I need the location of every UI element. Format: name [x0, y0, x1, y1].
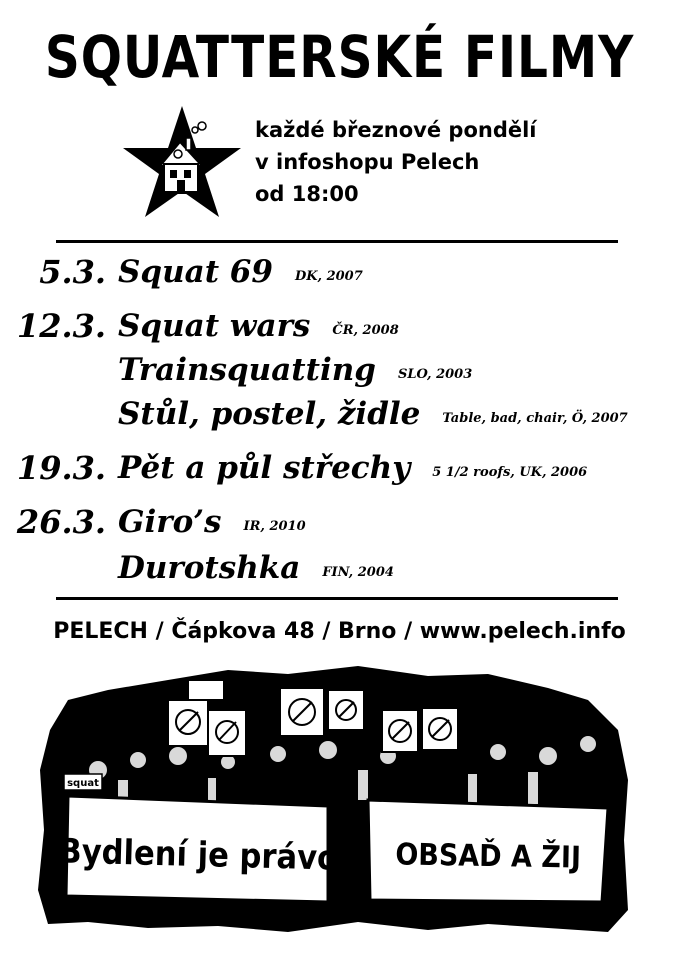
- demonstration-photo: [28, 660, 640, 950]
- date-label: 5.3.: [39, 253, 106, 291]
- film-meta: 5 1/2 roofs, UK, 2006: [432, 465, 588, 480]
- divider-top: [56, 240, 618, 243]
- film-meta: DK, 2007: [294, 269, 363, 284]
- banner-right-text: OBSAĎ A ŽIJ: [395, 837, 582, 876]
- date-label: 12.3.: [16, 307, 106, 345]
- film-title: Durotshka: [118, 550, 301, 586]
- info-line-schedule: každé březnové pondělí: [255, 118, 537, 142]
- info-line-time: od 18:00: [255, 182, 359, 206]
- event-info: [255, 114, 537, 210]
- film-meta: IR, 2010: [243, 519, 306, 534]
- film-title: Pět a půl střechy: [118, 450, 411, 486]
- film-entry: [118, 394, 628, 439]
- info-line-venue: v infoshopu Pelech: [255, 150, 480, 174]
- film-title: Giro’s: [118, 504, 222, 540]
- film-meta: FIN, 2004: [322, 565, 394, 580]
- film-entry: [118, 448, 587, 493]
- date-label: 19.3.: [16, 449, 106, 487]
- film-entry: [118, 306, 399, 351]
- film-meta: ČR, 2008: [332, 323, 399, 338]
- banner-left-text: Bydlení je právo: [57, 831, 339, 879]
- venue-address: PELECH / Čápkova 48 / Brno / www.pelech.info: [53, 619, 626, 644]
- date-label: 26.3.: [16, 503, 106, 541]
- film-entry: [118, 350, 472, 395]
- divider-bottom: [56, 597, 618, 600]
- film-entry: [118, 548, 394, 593]
- film-meta: Table, bad, chair, Ö, 2007: [442, 411, 628, 426]
- film-title: Stůl, postel, židle: [118, 396, 421, 432]
- film-entry: [118, 502, 306, 547]
- film-entry: [118, 252, 363, 297]
- film-title: Squat wars: [118, 308, 311, 344]
- squat-sign-text: squat: [67, 778, 99, 789]
- film-title: Trainsquatting: [118, 352, 376, 388]
- star-house-logo: [120, 104, 244, 220]
- poster-title: SQUATTERSKÉ FILMY: [44, 23, 635, 91]
- film-meta: SLO, 2003: [397, 367, 473, 382]
- film-title: Squat 69: [118, 254, 273, 290]
